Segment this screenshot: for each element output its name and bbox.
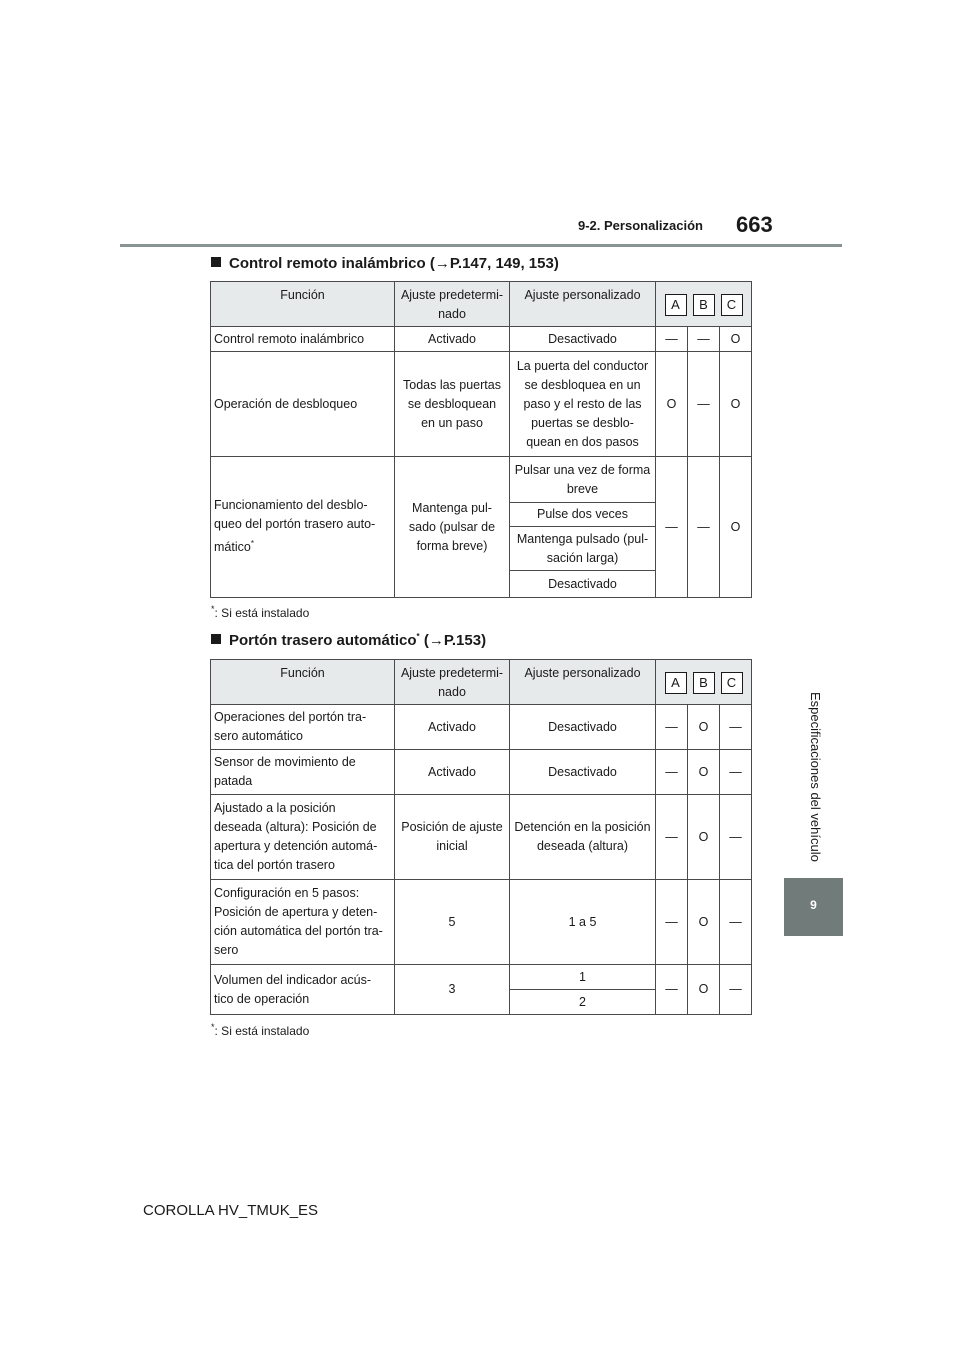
cell-option: Mantenga pulsado (pul- sación larga) <box>510 527 656 571</box>
cell-default: Activado <box>395 327 510 352</box>
cell-a: — <box>656 327 688 352</box>
col-function: Función <box>211 282 395 327</box>
footnote: *: Si está instalado <box>211 604 310 620</box>
page-number: 663 <box>736 212 773 237</box>
cell-default: Activado <box>395 705 510 750</box>
cell-c: — <box>720 750 752 795</box>
cell-function: Volumen del indicador acús- tico de operación <box>211 965 395 1015</box>
col-a-box: A <box>665 294 687 316</box>
footnote: *: Si está instalado <box>211 1022 310 1038</box>
cell-option: Desactivado <box>510 571 656 598</box>
cell-custom: Desactivado <box>510 327 656 352</box>
section-title-tailgate: Portón trasero automático* (→P.153) <box>211 632 486 649</box>
section-title-remote: Control remoto inalámbrico (→P.147, 149, 153) <box>211 255 559 272</box>
col-custom: Ajuste personalizado <box>510 660 656 705</box>
cell-a: — <box>656 705 688 750</box>
table-row <box>211 705 752 750</box>
cell-function: Operación de desbloqueo <box>211 352 395 457</box>
cell-c: O <box>720 327 752 352</box>
side-tab-label: Especificaciones del vehículo <box>808 692 823 862</box>
cell-a: — <box>656 457 688 598</box>
table-row <box>211 750 752 795</box>
cell-custom: La puerta del conductor se desbloquea en un paso y el resto de las puertas se desblo- quean en dos pasos <box>510 352 656 457</box>
cell-default: 5 <box>395 880 510 965</box>
cell-default: Posición de ajuste inicial <box>395 795 510 880</box>
footnote-mark: * <box>250 539 254 549</box>
cell-option: Pulsar una vez de forma breve <box>510 457 656 503</box>
col-b-box: B <box>693 294 715 316</box>
cell-c: — <box>720 880 752 965</box>
col-custom: Ajuste personalizado <box>510 282 656 327</box>
cell-c: O <box>720 352 752 457</box>
cell-function: Operaciones del portón tra- sero automático <box>211 705 395 750</box>
table-row <box>211 457 752 503</box>
remote-settings-table <box>210 281 752 598</box>
table-row <box>211 327 752 352</box>
cell-b: — <box>688 457 720 598</box>
header-rule <box>120 244 842 247</box>
cell-default: 3 <box>395 965 510 1015</box>
cell-a: — <box>656 965 688 1015</box>
footer-model: COROLLA HV_TMUK_ES <box>143 1202 319 1219</box>
cell-b: O <box>688 880 720 965</box>
col-function: Función <box>211 660 395 705</box>
cell-c: — <box>720 705 752 750</box>
cell-function: Funcionamiento del desblo- queo del portón trasero auto- mático* <box>211 457 395 598</box>
cell-b: O <box>688 965 720 1015</box>
cell-default: Todas las puertas se desbloquean en un paso <box>395 352 510 457</box>
table-row <box>211 795 752 880</box>
col-default: Ajuste predetermi- nado <box>395 660 510 705</box>
table-row <box>211 352 752 457</box>
cell-b: — <box>688 352 720 457</box>
cell-b: O <box>688 705 720 750</box>
cell-custom: 1 a 5 <box>510 880 656 965</box>
cell-a: — <box>656 750 688 795</box>
table-row <box>211 880 752 965</box>
square-bullet-icon <box>211 634 221 644</box>
cell-custom: Detención en la posición deseada (altura) <box>510 795 656 880</box>
cell-function: Ajustado a la posición deseada (altura): Posición de apertura y detención automá- tica del portón trasero <box>211 795 395 880</box>
cell-default: Activado <box>395 750 510 795</box>
table-row <box>211 965 752 990</box>
cell-c: O <box>720 457 752 598</box>
cell-custom: Desactivado <box>510 705 656 750</box>
cell-option: 1 <box>510 965 656 990</box>
cell-b: O <box>688 750 720 795</box>
cell-b: O <box>688 795 720 880</box>
cell-default: Mantenga pul- sado (pulsar de forma breve) <box>395 457 510 598</box>
cell-function: Configuración en 5 pasos: Posición de apertura y deten- ción automática del portón tra- sero <box>211 880 395 965</box>
col-c-box: C <box>721 294 743 316</box>
col-abc <box>656 282 752 327</box>
col-c-box: C <box>721 672 743 694</box>
cell-option: Pulse dos veces <box>510 503 656 527</box>
cell-c: — <box>720 965 752 1015</box>
cell-a: O <box>656 352 688 457</box>
side-tab-number: 9 <box>810 898 817 912</box>
col-abc <box>656 660 752 705</box>
square-bullet-icon <box>211 257 221 267</box>
col-default: Ajuste predetermi- nado <box>395 282 510 327</box>
cell-function: Sensor de movimiento de patada <box>211 750 395 795</box>
col-a-box: A <box>665 672 687 694</box>
cell-option: 2 <box>510 990 656 1015</box>
header-section: 9-2. Personalización <box>578 218 703 233</box>
cell-function: Control remoto inalámbrico <box>211 327 395 352</box>
tailgate-settings-table <box>210 659 752 1015</box>
cell-b: — <box>688 327 720 352</box>
cell-c: — <box>720 795 752 880</box>
cell-a: — <box>656 795 688 880</box>
cell-a: — <box>656 880 688 965</box>
cell-custom: Desactivado <box>510 750 656 795</box>
col-b-box: B <box>693 672 715 694</box>
